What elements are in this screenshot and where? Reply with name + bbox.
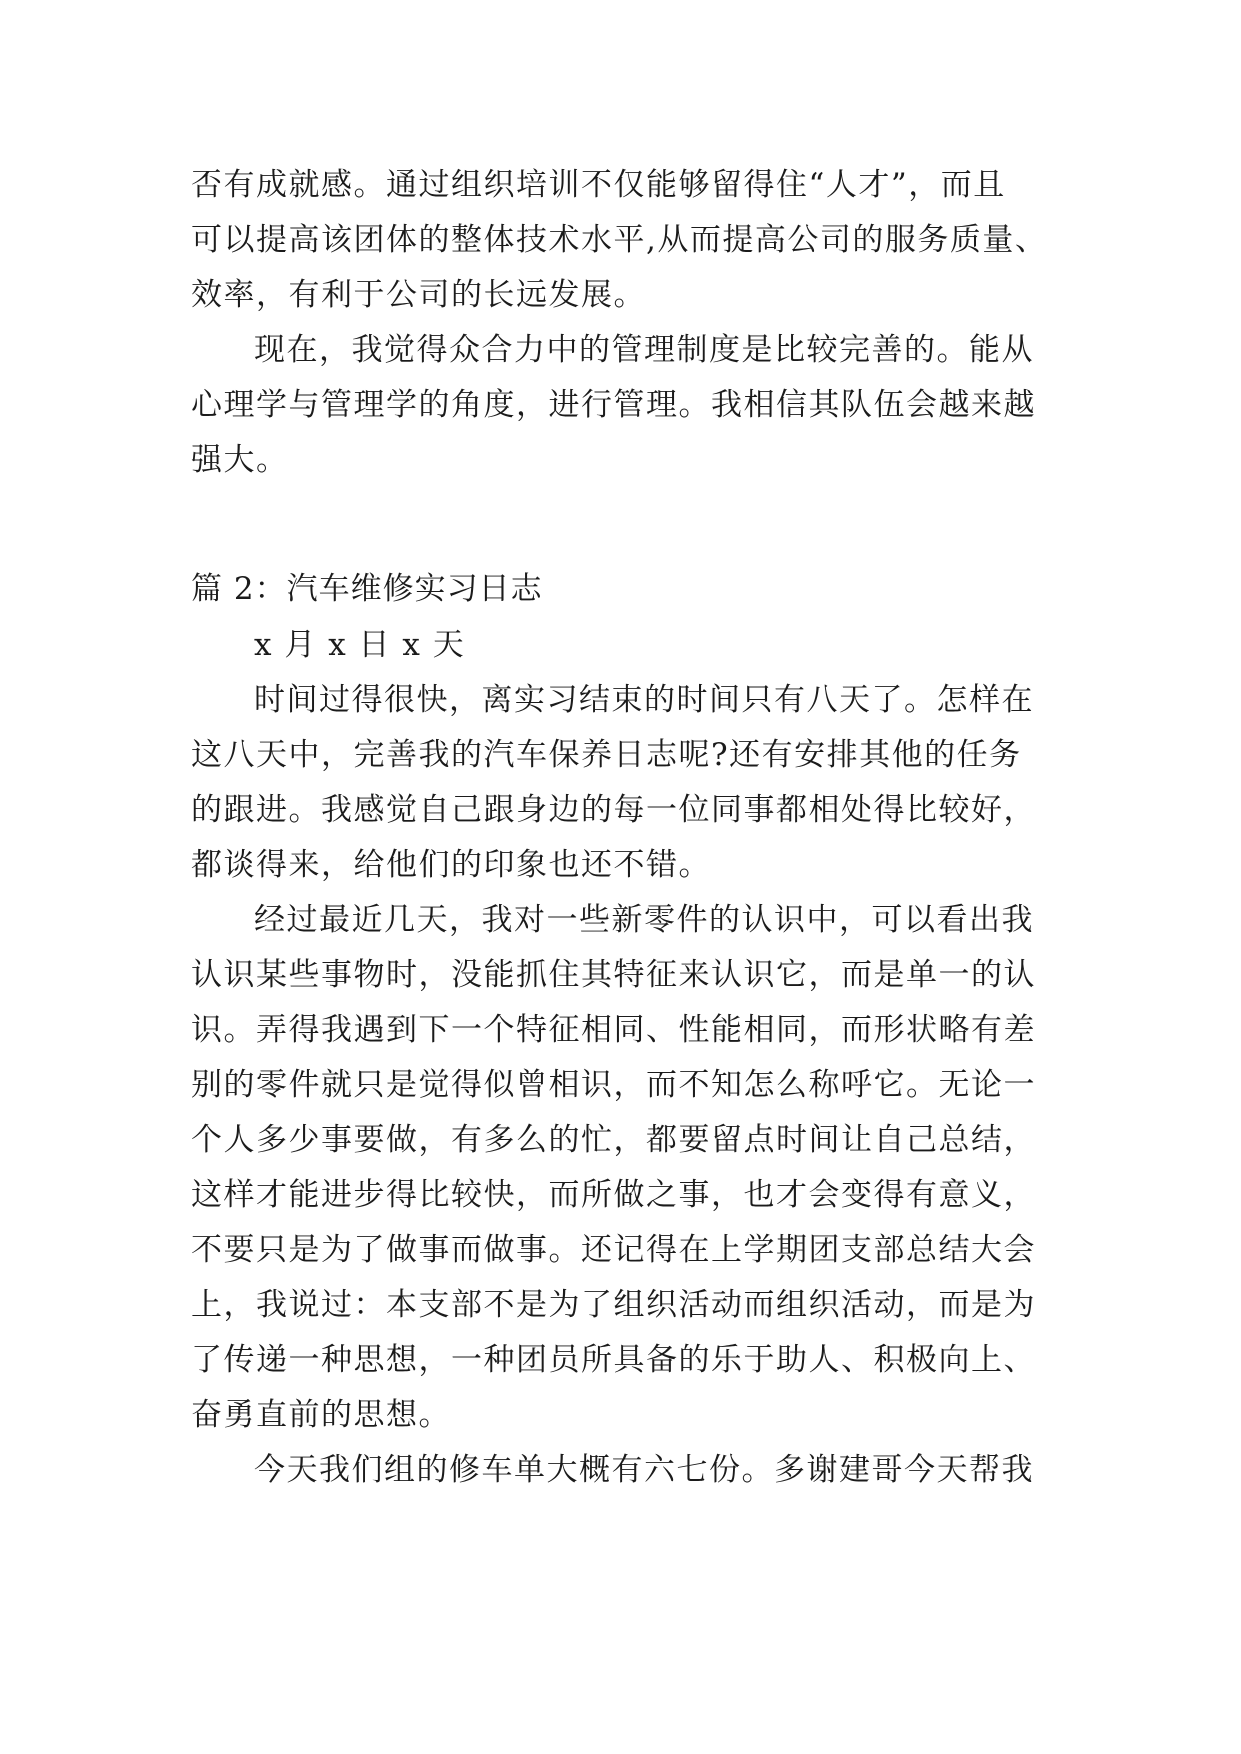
text-line: 了传递一种思想，一种团员所具备的乐于助人、积极向上、 xyxy=(191,1342,1036,1378)
paragraph-first-line: 经过最近几天，我对一些新零件的认识中，可以看出我 xyxy=(254,902,1034,938)
text-line: 否有成就感。通过组织培训不仅能够留得住“人才”，而且 xyxy=(191,167,1006,203)
paragraph-first-line: 时间过得很快，离实习结束的时间只有八天了。怎样在 xyxy=(254,682,1034,718)
text-line: 不要只是为了做事而做事。还记得在上学期团支部总结大会 xyxy=(191,1232,1036,1268)
text-line: 的跟进。我感觉自己跟身边的每一位同事都相处得比较好， xyxy=(191,792,1036,828)
text-line: 效率，有利于公司的长远发展。 xyxy=(191,277,646,313)
text-line: 这样才能进步得比较快，而所做之事，也才会变得有意义， xyxy=(191,1177,1036,1213)
paragraph-first-line: 今天我们组的修车单大概有六七份。多谢建哥今天帮我 xyxy=(254,1452,1034,1488)
text-line: 这八天中，完善我的汽车保养日志呢?还有安排其他的任务 xyxy=(191,737,1022,773)
text-line: 认识某些事物时，没能抓住其特征来认识它，而是单一的认 xyxy=(191,957,1036,993)
text-line: 都谈得来，给他们的印象也还不错。 xyxy=(191,847,711,883)
text-line: 个人多少事要做，有多么的忙，都要留点时间让自己总结， xyxy=(191,1122,1036,1158)
text-line: 心理学与管理学的角度，进行管理。我相信其队伍会越来越 xyxy=(191,387,1036,423)
date-line: x 月 x 日 x 天 xyxy=(254,627,466,663)
text-line: 识。弄得我遇到下一个特征相同、性能相同，而形状略有差 xyxy=(191,1012,1036,1048)
text-line: 别的零件就只是觉得似曾相识，而不知怎么称呼它。无论一 xyxy=(191,1067,1036,1103)
section-heading: 篇 2：汽车维修实习日志 xyxy=(191,571,543,607)
text-line: 强大。 xyxy=(191,442,289,478)
text-line: 可以提高该团体的整体技术水平,从而提高公司的服务质量、 xyxy=(191,222,1048,258)
text-line: 奋勇直前的思想。 xyxy=(191,1397,451,1433)
text-line: 上，我说过：本支部不是为了组织活动而组织活动，而是为 xyxy=(191,1287,1036,1323)
paragraph-first-line: 现在，我觉得众合力中的管理制度是比较完善的。能从 xyxy=(254,332,1034,368)
